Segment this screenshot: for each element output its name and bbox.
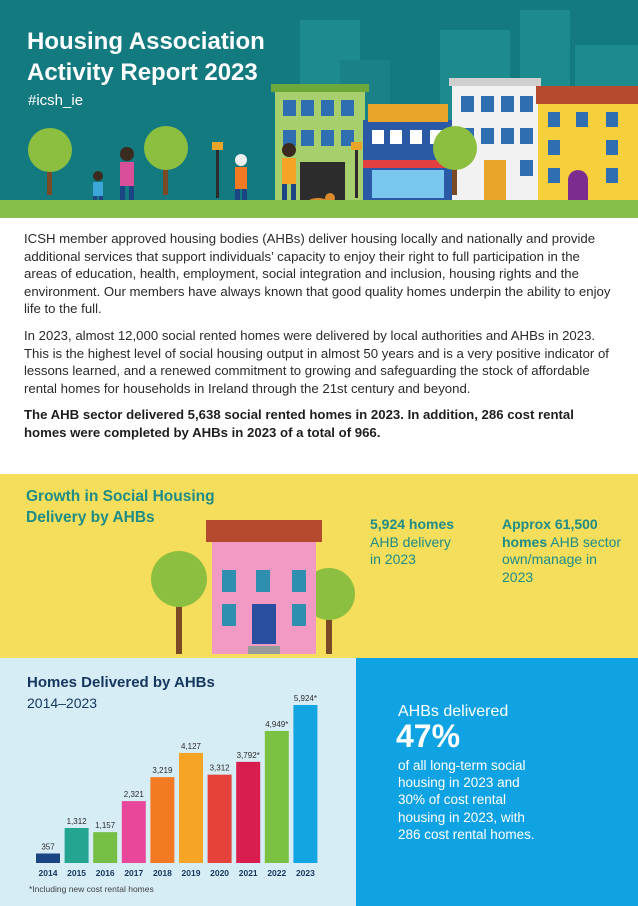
x-tick-label: 2023 xyxy=(295,868,315,878)
chart-footnote: *Including new cost rental homes xyxy=(29,884,154,894)
hashtag: #icsh_ie xyxy=(28,92,84,109)
bar-value-label: 2,321 xyxy=(123,790,144,800)
bar-2022 xyxy=(265,731,289,863)
stat2-line-4: 2023 xyxy=(502,568,534,585)
bar-value-label: 5,924* xyxy=(293,694,317,703)
bar-2021 xyxy=(236,762,260,863)
stats-line-3: of all long-term social xyxy=(398,758,526,773)
intro-text xyxy=(24,230,614,451)
roof xyxy=(206,520,322,542)
bar-2023 xyxy=(293,705,317,863)
tree xyxy=(151,551,207,654)
tree xyxy=(28,128,72,195)
stat2-rest: AHB sector xyxy=(547,533,622,550)
title-line-1: Housing Association xyxy=(27,28,265,55)
bar-value-label: 4,127 xyxy=(180,741,202,751)
bar-2015 xyxy=(65,828,89,863)
growth-title-line-1: Growth in Social Housing xyxy=(26,488,215,505)
x-tick-label: 2016 xyxy=(95,868,115,878)
bar-value-label: 3,312 xyxy=(209,763,230,773)
bar-2014 xyxy=(36,853,60,863)
stats-line-5: 30% of cost rental xyxy=(398,792,507,808)
bar-chart xyxy=(0,658,356,884)
growth-section xyxy=(0,474,638,658)
page-title xyxy=(27,26,327,88)
x-tick-label: 2018 xyxy=(152,868,172,878)
growth-title-line-2: Delivery by AHBs xyxy=(26,509,155,526)
intro-paragraph-3: The AHB sector delivered 5,638 social rented homes in 2023. In addition, 286 cost rental homes were completed by AHBs in 2023 of a total of 966. xyxy=(24,407,574,440)
bar-2017 xyxy=(122,801,146,863)
stats-intro: AHBs delivered xyxy=(398,703,509,720)
bar-value-label: 1,157 xyxy=(95,821,116,831)
lamp-post xyxy=(212,142,223,198)
front-door xyxy=(252,604,276,644)
bar-value-label: 3,219 xyxy=(152,766,173,776)
stat1-bold: 5,924 homes xyxy=(370,516,455,532)
grass-strip xyxy=(0,200,638,218)
bar-value-label: 3,792* xyxy=(236,750,260,760)
intro-paragraph-1: ICSH member approved housing bodies (AHBs) deliver housing locally and nationally and provide additional services that support individuals’ capacity to enjoy their right to full participation in the areas of education, health, employment, social integration and inclusion, housing rights and the environment. Our members have always known that good quality homes underpin the ability to enjoy life to the full. xyxy=(24,231,611,317)
header-banner xyxy=(0,0,638,218)
chart-subtitle: 2014–2023 xyxy=(27,695,98,711)
stats-line-4: housing in 2023 and xyxy=(398,775,520,791)
x-tick-label: 2014 xyxy=(38,868,58,878)
bar-value-label: 1,312 xyxy=(66,817,87,827)
stats-line-6: housing in 2023, with xyxy=(398,809,525,825)
stats-description xyxy=(398,757,618,843)
stats-panel xyxy=(356,658,638,906)
tree xyxy=(144,126,188,195)
bar-2019 xyxy=(179,753,203,863)
title-line-2: Activity Report 2023 xyxy=(27,59,258,86)
x-tick-label: 2022 xyxy=(267,868,287,878)
x-tick-label: 2020 xyxy=(210,868,230,878)
stat2-line-3: own/manage in xyxy=(502,551,597,567)
bar-2018 xyxy=(150,777,174,863)
stat2-line-1: Approx 61,500 xyxy=(502,516,598,532)
bar-value-label: 357 xyxy=(41,842,55,852)
stat1-line-2: AHB delivery xyxy=(370,533,451,550)
intro-paragraph-2: In 2023, almost 12,000 social rented homes were delivered by local authorities and AHBs in 2023. This is the highest level of social housing output in almost 50 years and is a very positive indicator of lessons learned, and a renewed commitment to growing and safeguarding the stock of affordable rental homes for households in Ireland through the 21st century and beyond. xyxy=(24,327,609,396)
stat-5924-homes xyxy=(370,516,454,569)
x-tick-label: 2019 xyxy=(181,868,201,878)
stat-61500-homes xyxy=(502,516,621,586)
bar-2020 xyxy=(208,775,232,863)
stats-percentage: 47% xyxy=(396,718,461,754)
x-tick-label: 2015 xyxy=(67,868,87,878)
chart-title: Homes Delivered by AHBs xyxy=(27,674,215,691)
yellow-building xyxy=(536,86,638,200)
stat1-line-3: in 2023 xyxy=(370,551,416,567)
chart-panel xyxy=(0,658,356,906)
x-tick-label: 2017 xyxy=(124,868,144,878)
stats-line-7: 286 cost rental homes. xyxy=(398,826,535,842)
bar-2016 xyxy=(93,832,117,863)
x-tick-label: 2021 xyxy=(238,868,258,878)
bar-value-label: 4,949* xyxy=(265,720,289,730)
stat2-bold: homes xyxy=(502,533,548,550)
